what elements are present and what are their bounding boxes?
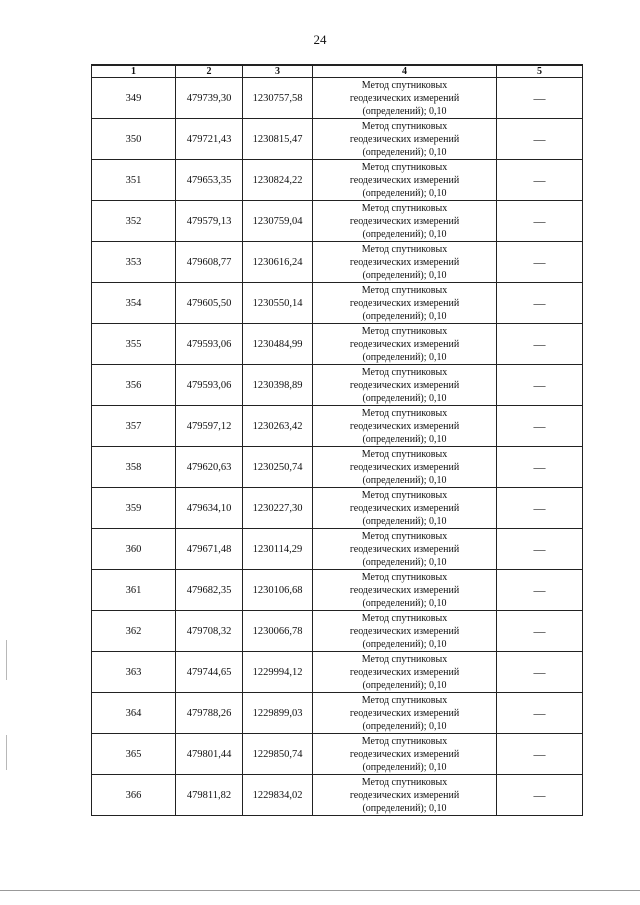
point-number-cell: 357 <box>92 406 176 447</box>
point-number-cell: 351 <box>92 160 176 201</box>
method-line-2: геодезических измерений <box>349 666 460 678</box>
method-line-2: геодезических измерений <box>349 297 460 309</box>
y-coordinate-cell: 1230066,78 <box>243 611 313 652</box>
note-cell: — <box>497 611 583 652</box>
x-coordinate-cell: 479682,35 <box>176 570 243 611</box>
method-line-3: (определений); 0,10 <box>362 761 447 773</box>
y-coordinate-cell: 1230484,99 <box>243 324 313 365</box>
method-line-2: геодезических измерений <box>349 584 460 596</box>
x-coordinate-cell: 479597,12 <box>176 406 243 447</box>
x-coordinate-cell: 479801,44 <box>176 734 243 775</box>
method-line-1: Метод спутниковых <box>361 325 448 337</box>
x-coordinate-cell: 479579,13 <box>176 201 243 242</box>
method-line-1: Метод спутниковых <box>361 694 448 706</box>
method-line-2: геодезических измерений <box>349 748 460 760</box>
method-line-2: геодезических измерений <box>349 789 460 801</box>
x-coordinate-cell: 479739,30 <box>176 78 243 119</box>
method-cell <box>313 570 497 611</box>
method-line-3: (определений); 0,10 <box>362 720 447 732</box>
point-number-cell: 362 <box>92 611 176 652</box>
table-row <box>92 734 583 775</box>
y-coordinate-cell: 1230550,14 <box>243 283 313 324</box>
method-line-1: Метод спутниковых <box>361 448 448 460</box>
x-coordinate-cell: 479634,10 <box>176 488 243 529</box>
x-coordinate-cell: 479605,50 <box>176 283 243 324</box>
point-number-cell: 363 <box>92 652 176 693</box>
method-line-3: (определений); 0,10 <box>362 515 447 527</box>
method-cell <box>313 775 497 816</box>
method-cell <box>313 734 497 775</box>
method-line-3: (определений); 0,10 <box>362 679 447 691</box>
method-cell <box>313 201 497 242</box>
bottom-rule <box>0 890 640 891</box>
table-header-row <box>92 65 583 78</box>
note-cell: — <box>497 242 583 283</box>
method-line-1: Метод спутниковых <box>361 202 448 214</box>
method-line-3: (определений); 0,10 <box>362 392 447 404</box>
method-cell <box>313 611 497 652</box>
method-line-2: геодезических измерений <box>349 256 460 268</box>
table-row <box>92 160 583 201</box>
method-line-1: Метод спутниковых <box>361 776 448 788</box>
table-row <box>92 570 583 611</box>
method-line-1: Метод спутниковых <box>361 653 448 665</box>
x-coordinate-cell: 479708,32 <box>176 611 243 652</box>
method-line-3: (определений); 0,10 <box>362 228 447 240</box>
method-cell <box>313 652 497 693</box>
margin-mark <box>6 735 7 770</box>
method-line-1: Метод спутниковых <box>361 161 448 173</box>
table-row <box>92 406 583 447</box>
method-cell <box>313 160 497 201</box>
point-number-cell: 361 <box>92 570 176 611</box>
note-cell: — <box>497 652 583 693</box>
method-line-1: Метод спутниковых <box>361 120 448 132</box>
note-cell: — <box>497 775 583 816</box>
method-line-2: геодезических измерений <box>349 502 460 514</box>
note-cell: — <box>497 529 583 570</box>
method-line-2: геодезических измерений <box>349 625 460 637</box>
margin-mark <box>6 640 7 680</box>
method-line-3: (определений); 0,10 <box>362 802 447 814</box>
table-row <box>92 119 583 160</box>
table-row <box>92 488 583 529</box>
note-cell: — <box>497 78 583 119</box>
point-number-cell: 364 <box>92 693 176 734</box>
table-row <box>92 201 583 242</box>
table-row <box>92 529 583 570</box>
method-cell <box>313 447 497 488</box>
method-line-2: геодезических измерений <box>349 338 460 350</box>
method-line-3: (определений); 0,10 <box>362 187 447 199</box>
y-coordinate-cell: 1230757,58 <box>243 78 313 119</box>
method-line-1: Метод спутниковых <box>361 735 448 747</box>
note-cell: — <box>497 283 583 324</box>
method-line-1: Метод спутниковых <box>361 284 448 296</box>
x-coordinate-cell: 479788,26 <box>176 693 243 734</box>
method-line-3: (определений); 0,10 <box>362 433 447 445</box>
method-line-3: (определений); 0,10 <box>362 310 447 322</box>
method-line-3: (определений); 0,10 <box>362 638 447 650</box>
method-line-1: Метод спутниковых <box>361 530 448 542</box>
column-header-2: 2 <box>176 65 243 78</box>
coordinates-table <box>91 64 583 816</box>
table-row <box>92 324 583 365</box>
y-coordinate-cell: 1230759,04 <box>243 201 313 242</box>
method-line-3: (определений); 0,10 <box>362 351 447 363</box>
y-coordinate-cell: 1230616,24 <box>243 242 313 283</box>
y-coordinate-cell: 1229899,03 <box>243 693 313 734</box>
point-number-cell: 353 <box>92 242 176 283</box>
y-coordinate-cell: 1229834,02 <box>243 775 313 816</box>
y-coordinate-cell: 1229850,74 <box>243 734 313 775</box>
note-cell: — <box>497 365 583 406</box>
point-number-cell: 354 <box>92 283 176 324</box>
point-number-cell: 356 <box>92 365 176 406</box>
method-line-1: Метод спутниковых <box>361 407 448 419</box>
point-number-cell: 359 <box>92 488 176 529</box>
method-line-2: геодезических измерений <box>349 707 460 719</box>
method-line-2: геодезических измерений <box>349 379 460 391</box>
table-row <box>92 447 583 488</box>
method-cell <box>313 406 497 447</box>
table-row <box>92 283 583 324</box>
table-row <box>92 242 583 283</box>
column-header-1: 1 <box>92 65 176 78</box>
method-line-3: (определений); 0,10 <box>362 597 447 609</box>
point-number-cell: 352 <box>92 201 176 242</box>
method-cell <box>313 78 497 119</box>
column-header-4: 4 <box>313 65 497 78</box>
note-cell: — <box>497 119 583 160</box>
table-body <box>92 78 583 816</box>
point-number-cell: 365 <box>92 734 176 775</box>
method-line-3: (определений); 0,10 <box>362 146 447 158</box>
method-cell <box>313 365 497 406</box>
method-line-1: Метод спутниковых <box>361 243 448 255</box>
y-coordinate-cell: 1230106,68 <box>243 570 313 611</box>
x-coordinate-cell: 479811,82 <box>176 775 243 816</box>
x-coordinate-cell: 479608,77 <box>176 242 243 283</box>
method-line-2: геодезических измерений <box>349 92 460 104</box>
note-cell: — <box>497 570 583 611</box>
y-coordinate-cell: 1230398,89 <box>243 365 313 406</box>
column-header-3: 3 <box>243 65 313 78</box>
method-line-1: Метод спутниковых <box>361 489 448 501</box>
x-coordinate-cell: 479721,43 <box>176 119 243 160</box>
table-row <box>92 693 583 734</box>
note-cell: — <box>497 406 583 447</box>
point-number-cell: 360 <box>92 529 176 570</box>
table-row <box>92 775 583 816</box>
method-line-3: (определений); 0,10 <box>362 269 447 281</box>
method-line-2: геодезических измерений <box>349 543 460 555</box>
x-coordinate-cell: 479593,06 <box>176 365 243 406</box>
y-coordinate-cell: 1230227,30 <box>243 488 313 529</box>
table-row <box>92 78 583 119</box>
x-coordinate-cell: 479653,35 <box>176 160 243 201</box>
method-line-3: (определений); 0,10 <box>362 474 447 486</box>
method-line-1: Метод спутниковых <box>361 571 448 583</box>
note-cell: — <box>497 488 583 529</box>
point-number-cell: 366 <box>92 775 176 816</box>
note-cell: — <box>497 201 583 242</box>
method-cell <box>313 529 497 570</box>
method-cell <box>313 488 497 529</box>
point-number-cell: 350 <box>92 119 176 160</box>
y-coordinate-cell: 1229994,12 <box>243 652 313 693</box>
point-number-cell: 349 <box>92 78 176 119</box>
note-cell: — <box>497 734 583 775</box>
table-row <box>92 652 583 693</box>
method-line-2: геодезических измерений <box>349 174 460 186</box>
x-coordinate-cell: 479671,48 <box>176 529 243 570</box>
x-coordinate-cell: 479620,63 <box>176 447 243 488</box>
method-line-3: (определений); 0,10 <box>362 105 447 117</box>
method-cell <box>313 242 497 283</box>
x-coordinate-cell: 479744,65 <box>176 652 243 693</box>
method-line-3: (определений); 0,10 <box>362 556 447 568</box>
method-cell <box>313 324 497 365</box>
method-line-1: Метод спутниковых <box>361 79 448 91</box>
y-coordinate-cell: 1230114,29 <box>243 529 313 570</box>
table-row <box>92 365 583 406</box>
x-coordinate-cell: 479593,06 <box>176 324 243 365</box>
method-line-2: геодезических измерений <box>349 215 460 227</box>
method-cell <box>313 693 497 734</box>
method-line-2: геодезических измерений <box>349 133 460 145</box>
y-coordinate-cell: 1230250,74 <box>243 447 313 488</box>
y-coordinate-cell: 1230263,42 <box>243 406 313 447</box>
point-number-cell: 355 <box>92 324 176 365</box>
y-coordinate-cell: 1230815,47 <box>243 119 313 160</box>
note-cell: — <box>497 693 583 734</box>
y-coordinate-cell: 1230824,22 <box>243 160 313 201</box>
method-line-1: Метод спутниковых <box>361 366 448 378</box>
note-cell: — <box>497 324 583 365</box>
table-row <box>92 611 583 652</box>
page-number: 24 <box>313 32 327 47</box>
note-cell: — <box>497 447 583 488</box>
method-line-2: геодезических измерений <box>349 461 460 473</box>
point-number-cell: 358 <box>92 447 176 488</box>
method-line-1: Метод спутниковых <box>361 612 448 624</box>
column-header-5: 5 <box>497 65 583 78</box>
method-cell <box>313 283 497 324</box>
method-cell <box>313 119 497 160</box>
method-line-2: геодезических измерений <box>349 420 460 432</box>
note-cell: — <box>497 160 583 201</box>
